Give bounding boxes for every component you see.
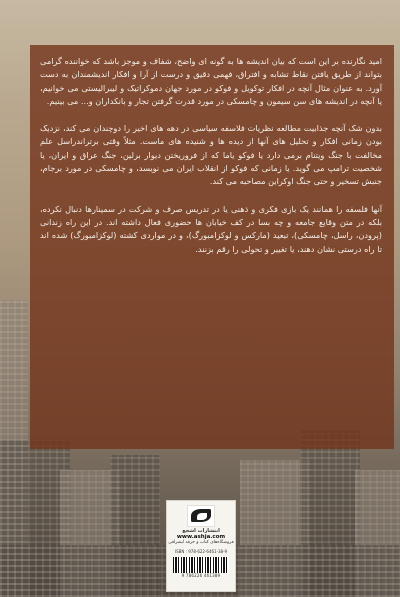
publisher-logo-icon (187, 505, 215, 527)
isbn: ISBN : 978-622-6461-38-9 (174, 549, 228, 554)
barcode-digits: 9 786226 461389 (181, 573, 221, 578)
publisher-tagline: فروشگاه‌های کتاب و حرفه ایشراقی (168, 540, 234, 545)
back-cover-paragraph: بدون شک آنچه جذابیت مطالعه نظریات فلاسفه سیاسی در دهه های اخیر را دوچندان می کند، نزدیک بودن زمانی افکار و تحلیل های آنها از دیده ها و شنیده های ماست. مثلاً وقتی برتراندراسل علم مخالفت با جنگ ویتنام برمی دارد یا فوکو یاما که از فروریختن دیوار برلین، جنگ عراق و ایران، یا شخصیت ترامپ می گوید. یا زمانی که فوکو از انقلاب ایران می نویسد، و چامسکی در مورد برجام، جنبش تسخیر و حتی جنگ اوکراین مصاحبه می کند. (40, 123, 382, 187)
back-cover-paragraph: آنها فلسفه را همانند یک بازی فکری و ذهنی یا در تدریس صرف و شرکت در سمینارها دنبال نکرده، بلکه در متن وقایع جامعه و چه بسا در کف خیابان ها حضوری فعال داشته اند. در این راه زندانی (پرودن، راسل، چامسکی)، تبعید (مارکس و لوکزامبورگ)، و در مواردی کشته (لوکزامبورگ) شده اند تا راه درستی نشان دهند، یا تغییر و تحولی را رقم بزنند. (40, 203, 382, 254)
back-cover-paragraph: امید نگارنده بر این است که بیان اندیشه ها به گونه ای واضح، شفاف و موجز باشد که خواننده گرامی بتواند از طریق یافتن نقاط تشابه و افتراق، فهمی دقیق و درست از آرا و افکار اندیشمندان به دست آورد. به عنوان مثال آنچه در افکار توکویل و فوکو در مورد جهان دموکراتیک و لیبرالیستی می خوانیم، یا آنچه در اندیشه های سن سیمون و چامسکی در مورد قدرت گرفتن تجار و بانکداران و... می بینیم. (40, 56, 382, 106)
publisher-name: انتشارات اشجع (182, 528, 220, 534)
publisher-card (166, 500, 236, 592)
publisher-website: www.ashja.com (176, 534, 226, 540)
barcode (173, 557, 229, 573)
back-cover-text-panel (30, 45, 394, 449)
